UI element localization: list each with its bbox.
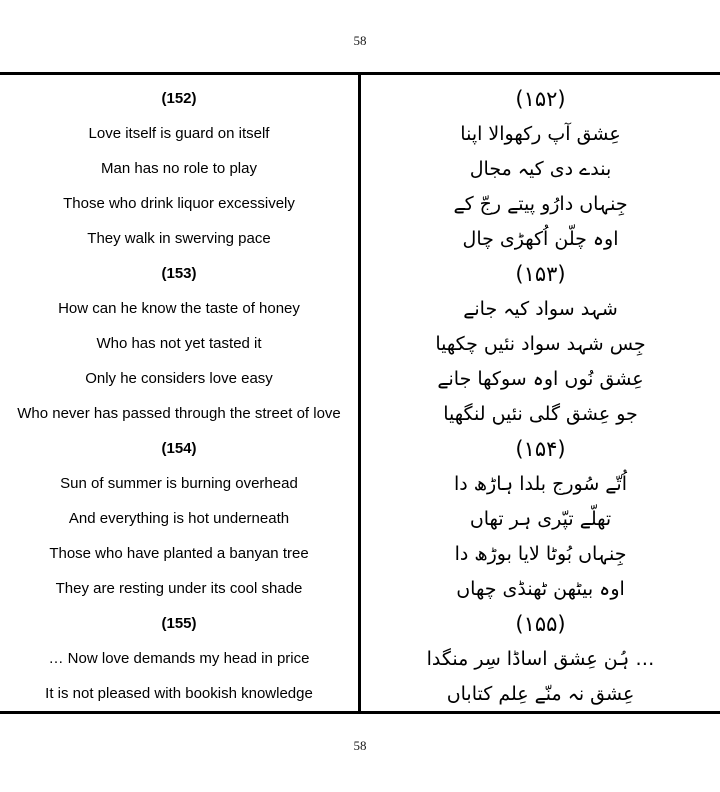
poem-table: [0, 72, 720, 714]
poem-number-english: (154): [161, 440, 197, 457]
page-number-top: 58: [353, 33, 367, 48]
poem-line-english: It is not pleased with bookish knowledge: [45, 685, 313, 702]
poem-line-english: Those who have planted a banyan tree: [49, 545, 309, 562]
poem-line-urdu: … ہُن عِشق اساڈا سِر منگدا: [426, 647, 655, 670]
poem-line-english: They walk in swerving pace: [87, 230, 271, 247]
poem-line-english: Who never has passed through the street of love: [17, 405, 341, 422]
poem-number-english: (153): [161, 265, 197, 282]
english-column: [0, 75, 361, 711]
poem-line-urdu: تھلّے تپّری ہر تھاں: [469, 507, 612, 530]
poem-line-english: Sun of summer is burning overhead: [60, 475, 298, 492]
poem-line-english: Love itself is guard on itself: [88, 125, 270, 142]
poem-line-urdu: شہد سواد کیہ جانے: [463, 297, 618, 320]
poem-line-english: Those who drink liquor excessively: [63, 195, 295, 212]
poem-line-urdu: جِس شہد سواد نئیں چکھیا: [435, 332, 646, 355]
poem-line-urdu: جِنہاں دارُو پیتے رجّ کے: [453, 192, 628, 215]
poem-line-english: Man has no role to play: [101, 160, 257, 177]
poem-number-urdu: (۱۵۴): [515, 436, 566, 461]
poem-line-english: Only he considers love easy: [85, 370, 273, 387]
poem-line-urdu: بندے دی کیہ مجال: [469, 157, 612, 180]
poem-number-english: (155): [161, 615, 197, 632]
poem-number-urdu: (۱۵۲): [515, 86, 566, 111]
poem-line-urdu: اُتّے سُورج بلدا ہاڑھ دا: [454, 472, 627, 495]
poem-line-urdu: عِشق نہ منّے عِلم کتاباں: [446, 682, 635, 705]
poem-line-urdu: عِشق نُوں اوہ سوکھا جانے: [437, 367, 644, 390]
poem-line-urdu: جو عِشق گلی نئیں لنگھیا: [443, 402, 638, 425]
poem-number-english: (152): [161, 90, 197, 107]
page-number-bottom: 58: [353, 738, 367, 753]
poem-line-urdu: اوہ چلّن اُکھڑی چال: [462, 227, 619, 250]
poem-number-urdu: (۱۵۵): [515, 611, 566, 636]
poem-line-english: And everything is hot underneath: [68, 510, 290, 527]
urdu-column: [361, 75, 720, 711]
poem-line-urdu: عِشق آپ رکھوالا اپنا: [460, 122, 621, 145]
poem-line-urdu: اوہ بیٹھن ٹھنڈی چھاں: [456, 577, 625, 600]
poem-line-english: Who has not yet tasted it: [96, 335, 262, 352]
poem-line-english: How can he know the taste of honey: [58, 300, 300, 317]
poem-line-english: … Now love demands my head in price: [48, 650, 310, 667]
poem-line-english: They are resting under its cool shade: [55, 580, 303, 597]
poem-line-urdu: جِنہاں بُوٹا لایا بوڑھ دا: [454, 542, 627, 565]
poem-number-urdu: (۱۵۳): [515, 261, 566, 286]
